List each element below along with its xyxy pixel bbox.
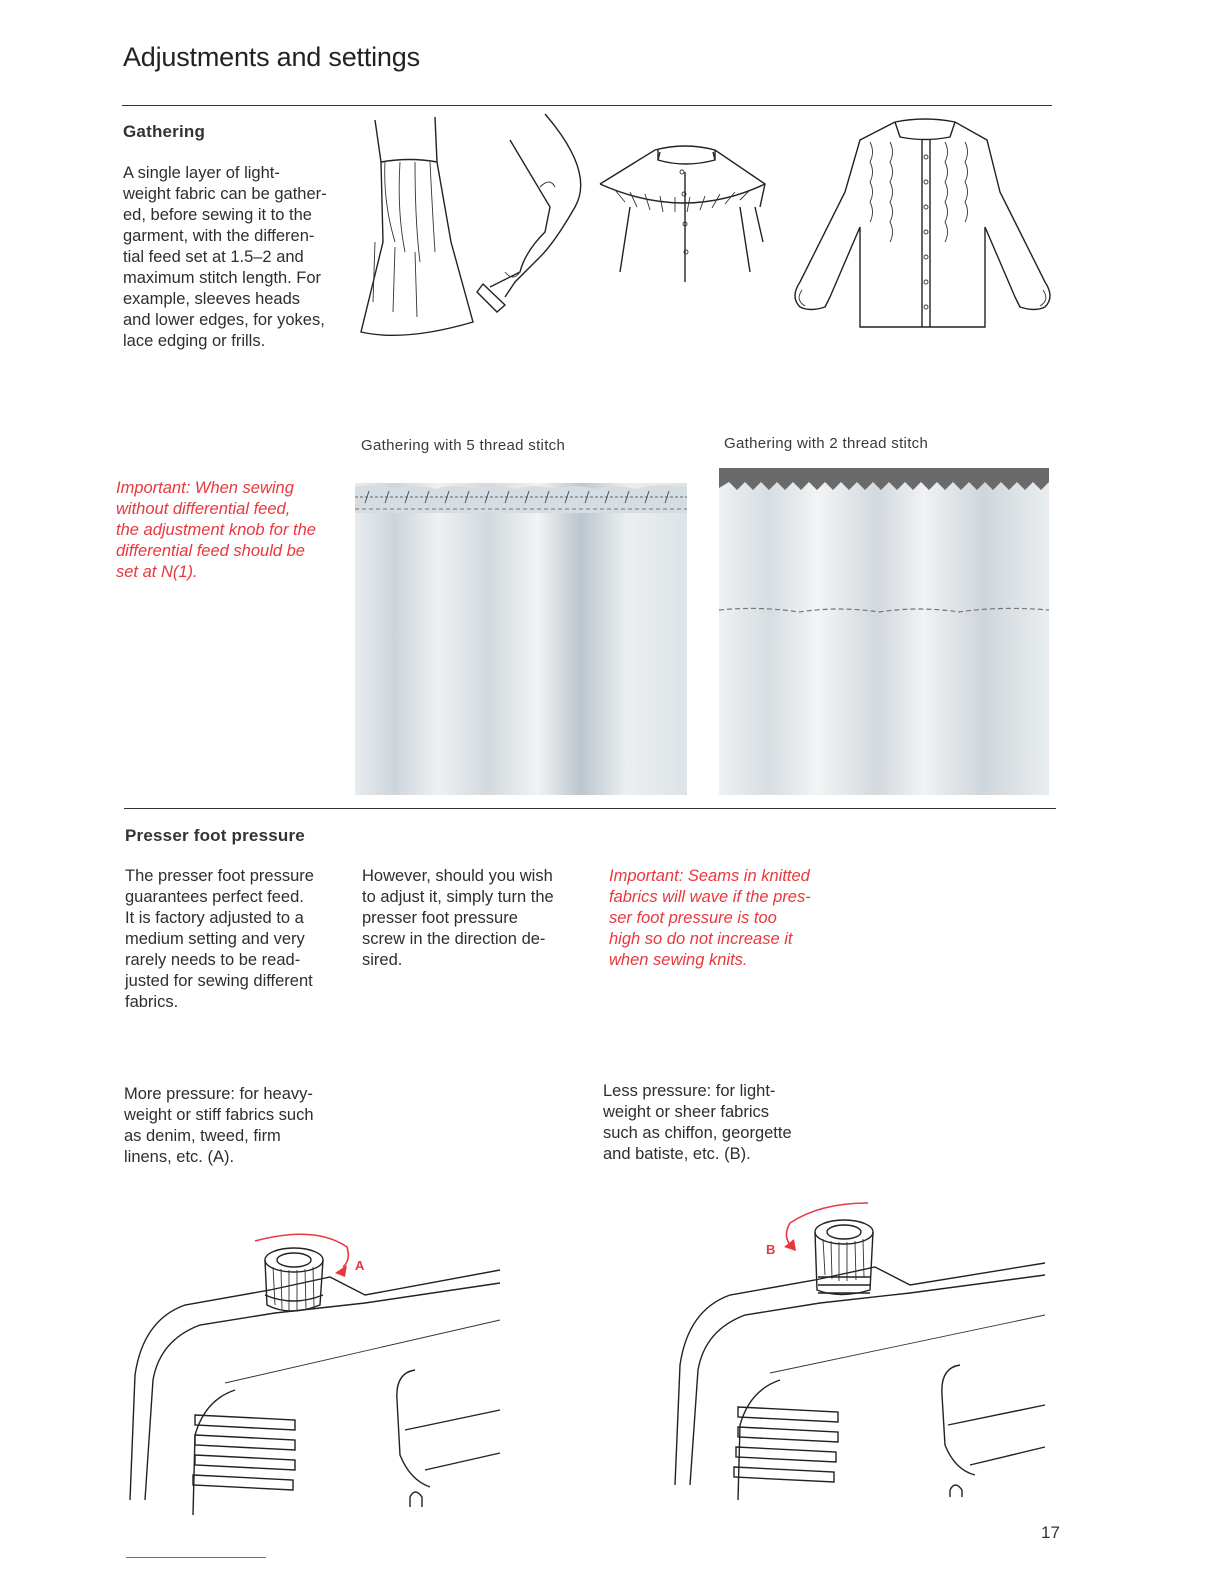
gathering-heading: Gathering (123, 122, 206, 141)
caption-2-thread: Gathering with 2 thread stitch (724, 435, 929, 452)
more-pressure-text: More pressure: for heavy- weight or stiff fabrics such as denim, tweed, firm linens, etc. (A). (124, 1085, 314, 1166)
divider-middle (124, 808, 1056, 809)
caption-5-thread: Gathering with 5 thread stitch (361, 437, 566, 454)
garment-illustrations (355, 112, 1060, 352)
page-number: 17 (1041, 1523, 1060, 1542)
less-pressure-text: Less pressure: for light- weight or sheer fabrics such as chiffon, georgette and batiste, etc. (B). (603, 1082, 792, 1163)
fabric-photo-5-thread (355, 483, 687, 795)
gathering-body: A single layer of light- weight fabric can be gather- ed, before sewing it to the garment, with the differen- tial feed set at 1.5–2 and maximum stitch length. For example, sleeves heads and lower edges, for yokes, lace edging or frills. (123, 164, 327, 350)
divider-top (122, 105, 1052, 106)
footer-rule (126, 1557, 266, 1558)
yoke-blouse-illustration (600, 146, 765, 282)
fabric-photo-2-thread (719, 468, 1049, 795)
ruffled-shirt-illustration (795, 119, 1050, 327)
label-a: A (355, 1258, 365, 1273)
presser-col2: However, should you wish to adjust it, simply turn the presser foot pressure screw in the direction de- sired. (362, 867, 554, 969)
machine-illustration-b (670, 1195, 1050, 1495)
machine-illustration-a (125, 1225, 505, 1510)
sleeve-illustration (477, 114, 581, 312)
dress-illustration (361, 117, 473, 335)
page-title: Adjustments and settings (123, 42, 420, 72)
presser-heading: Presser foot pressure (125, 826, 305, 845)
gathering-important-note: Important: When sewing without differential feed, the adjustment knob for the differential feed should be set at N(1). (116, 479, 316, 581)
label-b: B (766, 1242, 776, 1257)
presser-col1: The presser foot pressure guarantees perfect feed. It is factory adjusted to a medium setting and very rarely needs to be read- justed for sewing different fabrics. (125, 867, 314, 1011)
presser-important-note: Important: Seams in knitted fabrics will wave if the pres- ser foot pressure is too high so do not increase it when sewing knits. (609, 867, 811, 969)
